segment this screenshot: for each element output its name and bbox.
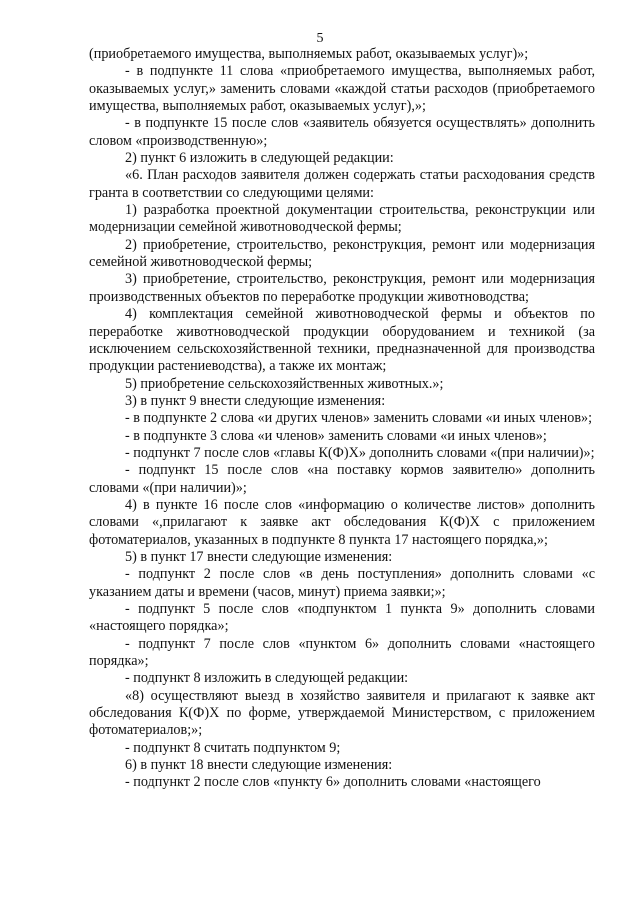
paragraph: - подпункт 8 считать подпунктом 9;	[125, 739, 341, 756]
paragraph: - в подпункте 15 после слов «заявитель обязуется осуществлять» дополнить словом «производственную»;	[89, 115, 595, 149]
paragraph: 3) в пункт 9 внести следующие изменения:	[125, 392, 386, 409]
paragraph: «8) осуществляют выезд в хозяйство заявителя и прилагают к заявке акт обследования К(Ф)Х по форме, утверждаемой Министерством, с приложением фотоматериалов;»;	[89, 687, 595, 739]
paragraph: - в подпункте 3 слова «и членов» заменить словами «и иных членов»;	[125, 427, 547, 444]
paragraph: 5) приобретение сельскохозяйственных животных.»;	[125, 375, 444, 392]
paragraph: 4) в пункте 16 после слов «информацию о количестве листов» дополнить словами «,прилагают к заявке акт обследования К(Ф)Х с приложением фотоматериалов, указанных в подпункте 8 пункта 17 настоящего порядка,»;	[89, 496, 595, 548]
paragraph: - подпункт 7 после слов «главы К(Ф)Х» дополнить словами «(при наличии)»;	[125, 444, 595, 461]
paragraph: 5) в пункт 17 внести следующие изменения:	[125, 548, 393, 565]
paragraph: - подпункт 5 после слов «подпунктом 1 пункта 9» дополнить словами «настоящего порядка»;	[89, 601, 595, 635]
paragraph: - подпункт 2 после слов «пункту 6» дополнить словами «настоящего	[125, 774, 541, 791]
paragraph: 1) разработка проектной документации строительства, реконструкции или модернизации семейной животноводческой фермы;	[89, 202, 595, 236]
paragraph: - подпункт 15 после слов «на поставку кормов заявителю» дополнить словами «(при наличии)»;	[89, 462, 595, 496]
paragraph: (приобретаемого имущества, выполняемых работ, оказываемых услуг)»;	[89, 46, 529, 62]
page-number: 5	[316, 31, 324, 46]
paragraph: - в подпункте 2 слова «и других членов» заменить словами «и иных членов»;	[125, 410, 593, 427]
paragraph: 3) приобретение, строительство, реконструкция, ремонт или модернизация производственных объектов по переработке продукции животноводства;	[89, 271, 595, 305]
paragraph: 4) комплектация семейной животноводческой фермы и объектов по переработке животноводческой продукции оборудованием и техникой (за исключением сельскохозяйственной техники, предназначенной для производства продукции растениеводства), а также их монтаж;	[89, 306, 595, 375]
document-body	[89, 46, 595, 792]
paragraph: 2) пункт 6 изложить в следующей редакции:	[125, 150, 394, 167]
paragraph: 6) в пункт 18 внести следующие изменения:	[125, 757, 393, 774]
paragraph: - в подпункте 11 слова «приобретаемого имущества, выполняемых работ, оказываемых услуг,» заменить словами «каждой статьи расходов (приобретаемого имущества, выполняемых работ, оказываемых услуг),»;	[89, 63, 595, 115]
paragraph: - подпункт 7 после слов «пунктом 6» дополнить словами «настоящего порядка»;	[89, 635, 595, 670]
paragraph: «6. План расходов заявителя должен содержать статьи расходования средств гранта в соответствии со следующими целями:	[89, 167, 595, 201]
paragraph: - подпункт 8 изложить в следующей редакции:	[125, 670, 409, 687]
paragraph: 2) приобретение, строительство, реконструкция, ремонт или модернизация семейной животноводческой фермы;	[89, 236, 595, 271]
paragraph: - подпункт 2 после слов «в день поступления» дополнить словами «с указанием даты и времени (часов, минут) приема заявки;»;	[89, 566, 595, 600]
